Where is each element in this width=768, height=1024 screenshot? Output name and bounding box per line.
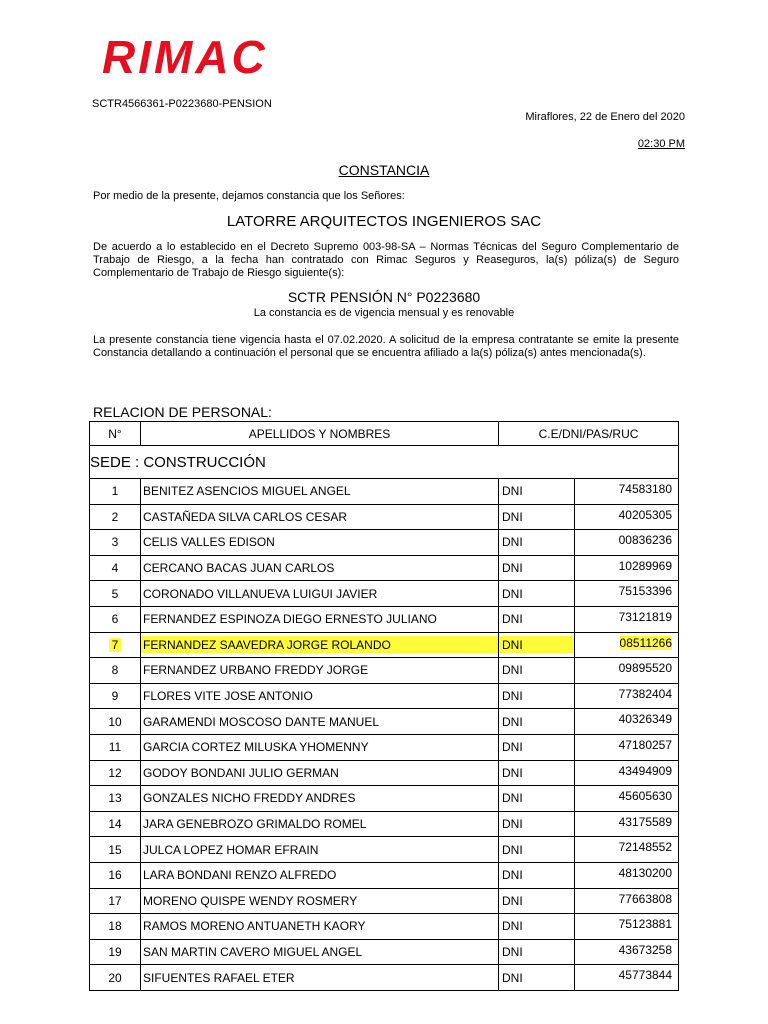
row-number-cell bbox=[90, 606, 141, 632]
policy-note: La constancia es de vigencia mensual y es renovable bbox=[253, 307, 515, 319]
person-name: RAMOS MORENO ANTUANETH KAORY bbox=[141, 914, 499, 940]
table-row bbox=[90, 632, 679, 658]
document-type: DNI bbox=[499, 862, 575, 888]
header-number: N° bbox=[90, 422, 141, 446]
document-type: DNI bbox=[499, 734, 575, 760]
document-number: 00836236 bbox=[618, 533, 673, 548]
document-number: 73121819 bbox=[618, 609, 673, 624]
row-number: 18 bbox=[108, 919, 122, 934]
document-type: DNI bbox=[499, 606, 575, 632]
document-number-cell bbox=[575, 734, 679, 760]
document-number: 77663808 bbox=[618, 891, 673, 906]
document-number: 43175589 bbox=[618, 814, 673, 829]
document-number-cell bbox=[575, 914, 679, 940]
row-number: 17 bbox=[108, 893, 122, 908]
document-type: DNI bbox=[499, 888, 575, 914]
decree-paragraph: De acuerdo a lo establecido en el Decreto Supremo 003-98-SA – Normas Técnicas del Seguro Complementario de Trabajo de Riesgo, a la fecha han contratado con Rimac Seguros y Reaseguros, la(s) póliza(s) de Seguro Complementario de Trabajo de Riesgo siguiente(s): bbox=[93, 241, 679, 279]
row-number: 5 bbox=[111, 586, 119, 601]
document-type: DNI bbox=[499, 504, 575, 530]
site-row bbox=[90, 446, 679, 479]
document-type: DNI bbox=[499, 914, 575, 940]
document-type: DNI bbox=[499, 811, 575, 837]
person-name: FERNANDEZ ESPINOZA DIEGO ERNESTO JULIANO bbox=[141, 606, 499, 632]
row-number: 4 bbox=[111, 561, 119, 576]
document-number: 72148552 bbox=[618, 840, 673, 855]
document-number: 75123881 bbox=[618, 917, 673, 932]
document-number-cell bbox=[575, 939, 679, 965]
validity-paragraph: La presente constancia tiene vigencia hasta el 07.02.2020. A solicitud de la empresa contratante se emite la presente Constancia detallando a continuación el personal que se encuentra afiliado a la(s) póliza(s) antes mencionada(s). bbox=[93, 334, 679, 359]
table-row bbox=[90, 606, 679, 632]
row-number: 16 bbox=[108, 868, 122, 883]
intro-text: Por medio de la presente, dejamos constancia que los Señores: bbox=[93, 190, 405, 202]
document-number-cell bbox=[575, 862, 679, 888]
issue-date: Miraflores, 22 de Enero del 2020 bbox=[525, 111, 685, 123]
row-number: 12 bbox=[108, 765, 122, 780]
table-row bbox=[90, 709, 679, 735]
table-row bbox=[90, 837, 679, 863]
row-number: 8 bbox=[111, 663, 119, 678]
row-number-cell bbox=[90, 734, 141, 760]
header-names: APELLIDOS Y NOMBRES bbox=[141, 422, 499, 446]
document-number: 77382404 bbox=[618, 686, 673, 701]
rimac-logo: RIMAC bbox=[102, 31, 268, 83]
row-number-cell bbox=[90, 862, 141, 888]
document-type: DNI bbox=[499, 965, 575, 991]
document-number-cell bbox=[575, 504, 679, 530]
document-number: 74583180 bbox=[618, 482, 673, 496]
row-number: 13 bbox=[108, 791, 122, 806]
person-name: JARA GENEBROZO GRIMALDO ROMEL bbox=[141, 811, 499, 837]
table-row bbox=[90, 888, 679, 914]
row-number-cell bbox=[90, 530, 141, 556]
row-number: 1 bbox=[111, 484, 119, 499]
table-row bbox=[90, 786, 679, 812]
table-row bbox=[90, 811, 679, 837]
document-number-cell bbox=[575, 632, 679, 658]
company-name: LATORRE ARQUITECTOS INGENIEROS SAC bbox=[226, 213, 542, 230]
row-number: 20 bbox=[108, 970, 122, 985]
row-number: 7 bbox=[109, 638, 122, 652]
person-name: CASTAÑEDA SILVA CARLOS CESAR bbox=[141, 504, 499, 530]
document-number: 43494909 bbox=[618, 763, 673, 778]
issue-time: 02:30 PM bbox=[637, 138, 685, 150]
section-title: RELACION DE PERSONAL: bbox=[93, 404, 272, 420]
document-number-cell bbox=[575, 709, 679, 735]
row-number-cell bbox=[90, 939, 141, 965]
document-number: 09895520 bbox=[618, 661, 673, 676]
person-name: GARCIA CORTEZ MILUSKA YHOMENNY bbox=[141, 734, 499, 760]
row-number: 19 bbox=[108, 944, 122, 959]
document-type: DNI bbox=[499, 581, 575, 607]
person-name: GONZALES NICHO FREDDY ANDRES bbox=[141, 786, 499, 812]
document-type: DNI bbox=[499, 658, 575, 684]
person-name: FERNANDEZ URBANO FREDDY JORGE bbox=[141, 658, 499, 684]
document-number-cell bbox=[575, 555, 679, 581]
document-number-cell bbox=[575, 888, 679, 914]
table-row bbox=[90, 683, 679, 709]
document-type: DNI bbox=[499, 760, 575, 786]
site-label: SEDE : CONSTRUCCIÓN bbox=[90, 446, 679, 479]
table-header-row bbox=[90, 422, 679, 446]
document-number-cell bbox=[575, 837, 679, 863]
policy-number: SCTR PENSIÓN N° P0223680 bbox=[287, 289, 481, 305]
document-number: 08511266 bbox=[619, 635, 673, 650]
person-name: CORONADO VILLANUEVA LUIGUI JAVIER bbox=[141, 581, 499, 607]
document-number-cell bbox=[575, 760, 679, 786]
row-number-cell bbox=[90, 811, 141, 837]
document-number-cell bbox=[575, 658, 679, 684]
document-number-cell bbox=[575, 965, 679, 991]
person-name: BENITEZ ASENCIOS MIGUEL ANGEL bbox=[141, 479, 499, 505]
row-number-cell bbox=[90, 760, 141, 786]
document-number-cell bbox=[575, 530, 679, 556]
row-number-cell bbox=[90, 479, 141, 505]
table-row bbox=[90, 530, 679, 556]
document-type: DNI bbox=[499, 939, 575, 965]
table-row bbox=[90, 479, 679, 505]
row-number-cell bbox=[90, 914, 141, 940]
person-name: GODOY BONDANI JULIO GERMAN bbox=[141, 760, 499, 786]
document-type: DNI bbox=[499, 837, 575, 863]
row-number: 3 bbox=[111, 535, 119, 550]
person-name: SIFUENTES RAFAEL ETER bbox=[141, 965, 499, 991]
row-number-cell bbox=[90, 581, 141, 607]
document-type: DNI bbox=[499, 479, 575, 505]
personnel-table bbox=[89, 421, 679, 991]
document-number: 45773844 bbox=[618, 968, 673, 983]
person-name: GARAMENDI MOSCOSO DANTE MANUEL bbox=[141, 709, 499, 735]
table-row bbox=[90, 862, 679, 888]
row-number: 6 bbox=[111, 612, 119, 627]
header-document: C.E/DNI/PAS/RUC bbox=[499, 422, 679, 446]
person-name: MORENO QUISPE WENDY ROSMERY bbox=[141, 888, 499, 914]
row-number: 2 bbox=[111, 509, 119, 524]
person-name: SAN MARTIN CAVERO MIGUEL ANGEL bbox=[141, 939, 499, 965]
row-number-cell bbox=[90, 709, 141, 735]
person-name: LARA BONDANI RENZO ALFREDO bbox=[141, 862, 499, 888]
document-type: DNI bbox=[499, 709, 575, 735]
document-type: DNI bbox=[499, 530, 575, 556]
table-row bbox=[90, 939, 679, 965]
row-number-cell bbox=[90, 965, 141, 991]
row-number-cell bbox=[90, 888, 141, 914]
person-name: CERCANO BACAS JUAN CARLOS bbox=[141, 555, 499, 581]
document-type: DNI bbox=[499, 555, 575, 581]
row-number-cell bbox=[90, 786, 141, 812]
row-number-cell bbox=[90, 658, 141, 684]
document-number: 40205305 bbox=[618, 507, 673, 522]
row-number-cell bbox=[90, 632, 141, 658]
document-number-cell bbox=[575, 811, 679, 837]
document-number-cell bbox=[575, 581, 679, 607]
table-row bbox=[90, 760, 679, 786]
row-number-cell bbox=[90, 504, 141, 530]
document-title: CONSTANCIA bbox=[338, 162, 430, 178]
table-row bbox=[90, 914, 679, 940]
person-name: FERNANDEZ SAAVEDRA JORGE ROLANDO bbox=[141, 632, 499, 658]
row-number: 10 bbox=[108, 714, 122, 729]
document-type: DNI bbox=[499, 632, 575, 658]
document-number-cell bbox=[575, 606, 679, 632]
document-type: DNI bbox=[499, 683, 575, 709]
table-row bbox=[90, 734, 679, 760]
row-number: 14 bbox=[108, 817, 122, 832]
document-number: 75153396 bbox=[618, 584, 673, 599]
document-number: 10289969 bbox=[618, 558, 673, 573]
document-number: 43673258 bbox=[618, 942, 673, 957]
row-number: 15 bbox=[108, 842, 122, 857]
row-number-cell bbox=[90, 683, 141, 709]
row-number-cell bbox=[90, 837, 141, 863]
document-number: 48130200 bbox=[618, 865, 673, 880]
table-row bbox=[90, 581, 679, 607]
table-row bbox=[90, 504, 679, 530]
document-number-cell bbox=[575, 683, 679, 709]
person-name: JULCA LOPEZ HOMAR EFRAIN bbox=[141, 837, 499, 863]
person-name: FLORES VITE JOSE ANTONIO bbox=[141, 683, 499, 709]
row-number: 9 bbox=[111, 689, 119, 704]
table-row bbox=[90, 658, 679, 684]
row-number: 11 bbox=[108, 740, 122, 755]
document-number-cell bbox=[575, 479, 679, 505]
document-number: 47180257 bbox=[618, 737, 673, 752]
row-number-cell bbox=[90, 555, 141, 581]
document-number: 40326349 bbox=[618, 712, 673, 727]
person-name: CELIS VALLES EDISON bbox=[141, 530, 499, 556]
document-number-cell bbox=[575, 786, 679, 812]
table-row bbox=[90, 555, 679, 581]
reference-code: SCTR4566361-P0223680-PENSION bbox=[92, 98, 272, 110]
document-type: DNI bbox=[499, 786, 575, 812]
document-number: 45605630 bbox=[618, 789, 673, 804]
table-row bbox=[90, 965, 679, 991]
